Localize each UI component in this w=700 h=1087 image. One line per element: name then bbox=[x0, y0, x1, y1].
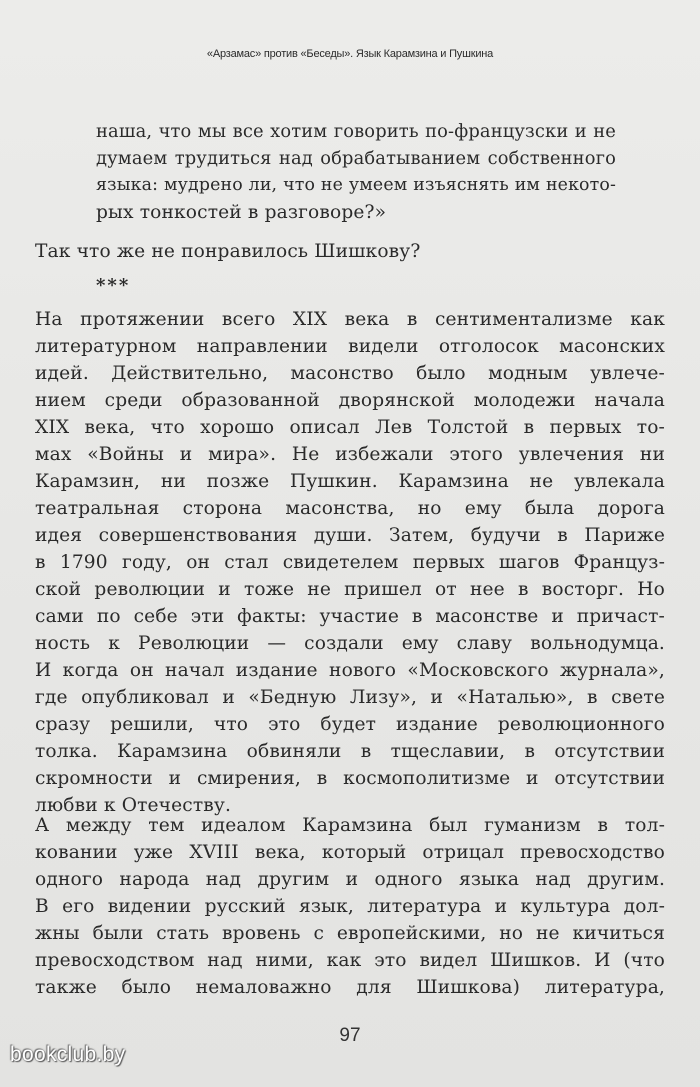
page-number: 97 bbox=[339, 1025, 361, 1046]
text-line: нием среди образованной дворянской молодежи начала bbox=[35, 390, 665, 411]
text-line: идея совершенствования души. Затем, будучи в Париже bbox=[35, 525, 665, 546]
text-line: И когда он начал издание нового «Московского журнала», bbox=[35, 660, 665, 681]
text-line: идей. Действительно, масонство было модным увлече- bbox=[35, 363, 665, 384]
text-line: ковании уже XVIII века, который отрицал превосходство bbox=[35, 842, 665, 863]
text-line: жны были стать вровень с европейскими, но не кичиться bbox=[35, 923, 665, 944]
text-line: рых тонкостей в разговоре?» bbox=[96, 202, 387, 223]
text-line: толка. Карамзина обвиняли в тщеславии, в отсутствии bbox=[35, 741, 665, 762]
text-line: А между тем идеалом Карамзина был гуманизм в тол- bbox=[35, 815, 665, 836]
text-line: ность к Революции — создали ему славу вольнодумца. bbox=[35, 633, 665, 654]
question-line bbox=[35, 238, 665, 265]
text-line: наша, что мы все хотим говорить по-французски и не bbox=[96, 121, 616, 142]
text-line: скромности и смирения, в космополитизме и отсутствии bbox=[35, 768, 665, 789]
text-line: мах «Войны и мира». Не избежали этого увлечения ни bbox=[35, 444, 665, 465]
text-line: где опубликовал и «Бедную Лизу», и «Наталью», в свете bbox=[35, 687, 665, 708]
paragraph-2 bbox=[35, 812, 665, 1001]
running-header: «Арзамас» против «Беседы». Язык Карамзина и Пушкина bbox=[206, 48, 494, 60]
text-line: Так что же не понравилось Шишкову? bbox=[35, 241, 421, 262]
text-line: превосходством над ними, как это видел Шишков. И (что bbox=[35, 950, 665, 971]
text-line: В его видении русский язык, литература и культура дол- bbox=[35, 896, 665, 917]
text-line: одного народа над другим и одного языка над другим. bbox=[35, 869, 665, 890]
text-line: сами по себе эти факты: участие в масонстве и причаст- bbox=[35, 606, 665, 627]
text-line: На протяжении всего XIX века в сентиментализме как bbox=[35, 309, 665, 330]
paragraph-1 bbox=[35, 306, 665, 819]
text-line: любви к Отечеству. bbox=[35, 795, 232, 816]
text-line: в 1790 году, он стал свидетелем первых шагов Француз- bbox=[35, 552, 665, 573]
section-separator: *** bbox=[96, 275, 131, 296]
text-line: также было немаловажно для Шишкова) литература, bbox=[35, 977, 665, 998]
text-line: XIX века, что хорошо описал Лев Толстой в первых то- bbox=[35, 417, 665, 438]
text-line: думаем трудиться над обрабатыванием собственного bbox=[96, 148, 616, 169]
text-line: ской революции и тоже не пришел от нее в восторг. Но bbox=[35, 579, 665, 600]
text-line: сразу решили, что это будет издание революционного bbox=[35, 714, 665, 735]
text-line: литературном направлении видели отголосок масонских bbox=[35, 336, 665, 357]
quote-block bbox=[96, 118, 616, 226]
text-line: Карамзин, ни позже Пушкин. Карамзина не увлекала bbox=[35, 471, 665, 492]
text-line: театральная сторона масонства, но ему была дорога bbox=[35, 498, 665, 519]
text-line: языка: мудрено ли, что не умеем изъяснять им некото- bbox=[96, 175, 616, 195]
watermark-logo: bookclub.by bbox=[10, 1043, 126, 1066]
